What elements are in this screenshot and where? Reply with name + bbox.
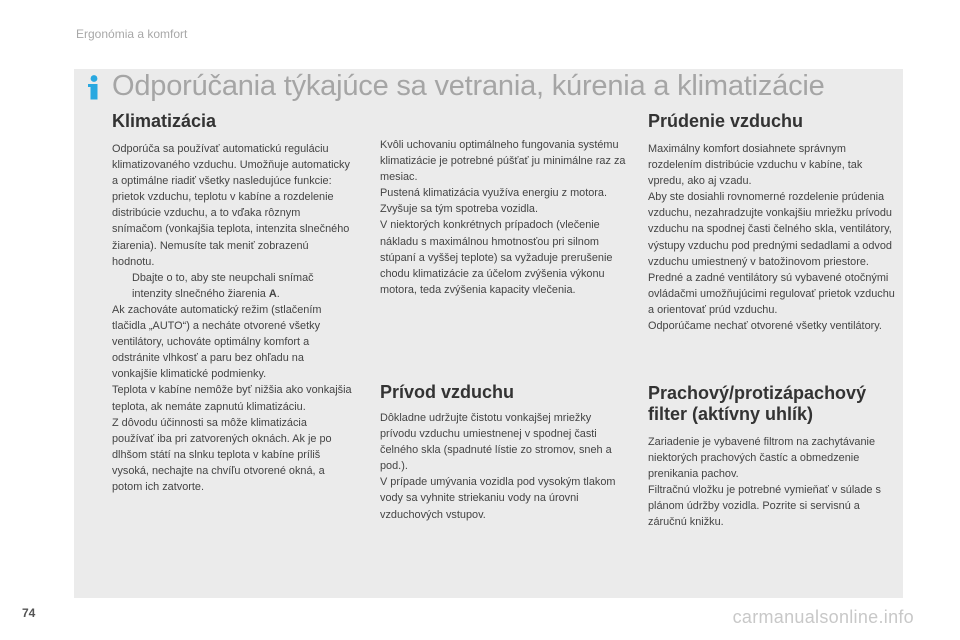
heading-air-intake: Prívod vzduchu: [380, 382, 515, 402]
page-number: 74: [22, 606, 36, 620]
paragraph: V prípade umývania vozidla pod vysokým tlakom vody sa vyhnite striekaniu vody na úrovni vzduchových vstupov.: [380, 476, 616, 521]
paragraph: Teplota v kabíne nemôže byť nižšia ako vonkajšia teplota, ak nemáte zapnutú klimatizáciu.: [112, 384, 352, 413]
paragraph: Odporúčame nechať otvorené všetky ventilátory.: [648, 320, 882, 333]
section-header: Ergonómia a komfort: [76, 27, 188, 41]
column-ac-usage: [380, 137, 628, 298]
page-title: Odporúčania týkajúce sa vetrania, kúrenia a klimatizácie: [112, 70, 825, 102]
paragraph: Zariadenie je vybavené filtrom na zachytávanie niektorých prachových častíc a obmedzenie prenikania pachov.: [648, 436, 876, 481]
paragraph: Odporúča sa používať automatickú reguláciu klimatizovaného vzduchu. Umožňuje automaticky a optimálne riadiť všetky nasledujúce funkcie: prietok vzduchu, teplotu v kabíne a rozdelenie distribúcie vzduchu, a to vďaka rôznym snímačom (vonkajšia teplota, intenzita slnečného žiarenia). Nemusíte tak meniť zobrazenú hodnotu.: [112, 143, 350, 268]
paragraph: Kvôli uchovaniu optimálneho fungovania systému klimatizácie je potrebné púšťať ju minimálne raz za mesiac.: [380, 139, 626, 184]
heading-filter: Prachový/protizápachový filter (aktívny uhlík): [648, 383, 867, 424]
bullet-item: [112, 270, 352, 302]
paragraph: Aby ste dosiahli rovnomerné rozdelenie prúdenia vzduchu, nezahradzujte vonkajšiu mriežku prívodu vzduchu na spodnej časti čelného skla, ventilátory, výstupy vzduchu pod prednými sedadlami a odvod vzduchu umiestnený v batožinovom priestore.: [648, 191, 892, 268]
paragraph: Dôkladne udržujte čistotu vonkajšej mriežky prívodu vzduchu umiestnenej v spodnej časti čelného skla (spadnuté lístie zo stromov, sneh a pod.).: [380, 412, 612, 473]
paragraph: Maximálny komfort dosiahnete správnym rozdelením distribúcie vzduchu v kabíne, tak vpredu, ako aj vzadu.: [648, 143, 863, 188]
paragraph: Pustená klimatizácia využíva energiu z motora. Zvyšuje sa tým spotreba vozidla.: [380, 187, 607, 216]
paragraph: Ak zachováte automatický režim (stlačením tlačidla „AUTO“) a necháte otvorené všetky ventilátory, uchováte optimálny komfort a odstránite vlhkosť a paru bez ohľadu na vonkajšie klimatické podmienky.: [112, 303, 322, 381]
paragraph: Z dôvodu účinnosti sa môže klimatizácia používať iba pri zatvorených oknách. Ak je po dlhšom státí na slnku teplota v kabíne príliš vysoká, nechajte na chvíľu otvorené okná, a potom ich zatvorte.: [112, 416, 332, 493]
heading-air-flow: Prúdenie vzduchu: [648, 111, 804, 131]
watermark: carmanualsonline.info: [732, 607, 914, 627]
column-filter: [648, 383, 896, 531]
heading-air-conditioning: Klimatizácia: [112, 111, 217, 131]
column-air-intake: [380, 382, 628, 523]
paragraph: V niektorých konkrétnych prípadoch (vlečenie nákladu s maximálnou hmotnosťou pri silnom stúpaní a vyššej teplote) sa vyžaduje prerušenie chodu klimatizácie za účelom zvýšenia výkonu motora, teda zvýšenia kapacity vlečenia.: [380, 219, 613, 296]
sensor-reference: A: [268, 287, 277, 300]
paragraph: Predné a zadné ventilátory sú vybavené otočnými ovládačmi umožňujúcimi regulovať prietok vzduchu a orientovať prúd vzduchu.: [648, 271, 895, 316]
column-air-conditioning: [112, 111, 352, 495]
column-air-flow: [648, 111, 896, 334]
bullet-text: Dbajte o to, aby ste neupchali snímač intenzity slnečného žiarenia A.: [132, 271, 314, 300]
bullet-marker: [112, 270, 132, 302]
info-icon: [84, 74, 104, 100]
paragraph: Filtračnú vložku je potrebné vymieňať v súlade s plánom údržby vozidla. Pozrite si servisnú a záručnú knižku.: [648, 484, 881, 529]
